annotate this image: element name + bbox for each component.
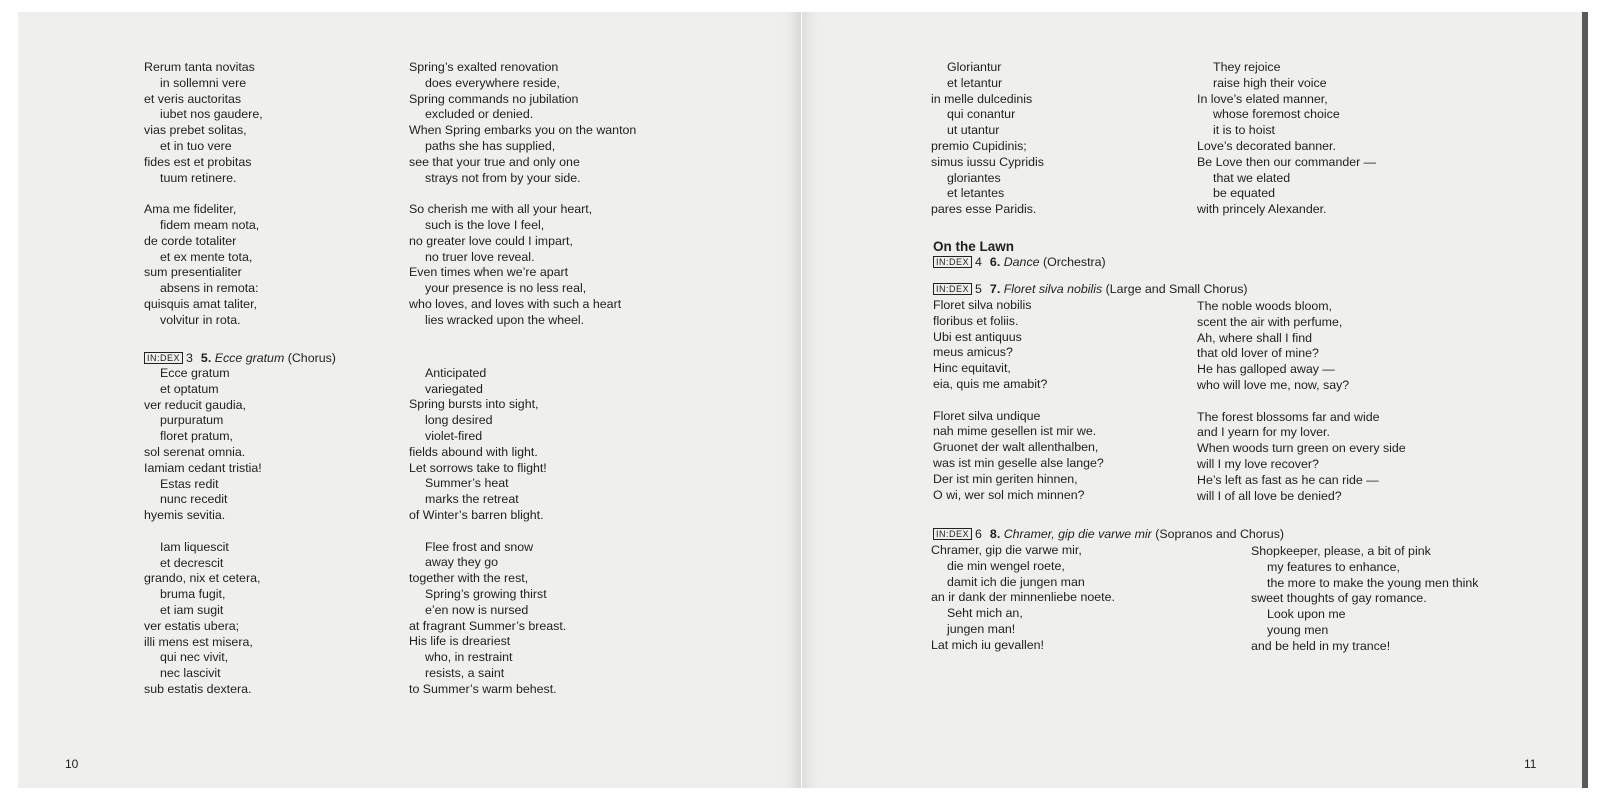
english-stanza-shopkeeper <box>1251 544 1478 655</box>
lyric-line: Let sorrows take to flight! <box>409 460 547 475</box>
latin-stanza-ecce <box>144 366 262 698</box>
lyric-line: His life is dreariest <box>409 634 511 649</box>
lyric-line: So cherish me with all your heart, <box>409 202 593 217</box>
index-marker-icon: IN:DEX <box>144 352 183 364</box>
movement-performers: (Chorus) <box>287 351 336 365</box>
lyric-line: bruma fugit, <box>160 587 226 602</box>
lyric-line: nah mime gesellen ist mir we. <box>933 424 1097 439</box>
lyric-line: et optatum <box>160 381 219 396</box>
lyric-line: away they go <box>425 555 499 570</box>
index-marker-icon: IN:DEX <box>933 283 972 295</box>
lyric-line: that old lover of mine? <box>1197 346 1319 361</box>
section-heading: On the Lawn <box>933 239 1014 254</box>
stanza-break <box>409 350 566 366</box>
lyric-line: ver reducit gaudia, <box>144 397 246 412</box>
lyric-line: O wi, wer sol mich minnen? <box>933 487 1085 502</box>
lyric-line: and be held in my trance! <box>1251 638 1391 653</box>
lyric-line: violet-fired <box>425 428 483 443</box>
lyric-line: iubet nos gaudere, <box>160 107 263 122</box>
lyric-line: Seht mich an, <box>947 606 1023 621</box>
lyric-line: to Summer’s warm behest. <box>409 681 557 696</box>
lyric-line: floribus et foliis. <box>933 313 1019 328</box>
lyric-line: Ama me fideliter, <box>144 202 237 217</box>
lyric-line: Ubi est antiquus <box>933 329 1022 344</box>
track-number: 4 <box>975 255 982 269</box>
lyric-line: no greater love could I impart, <box>409 233 573 248</box>
lyric-line: qui conantur <box>947 107 1016 122</box>
lyric-line: Chramer, gip die varwe mir, <box>931 543 1082 557</box>
english-stanza-spring <box>409 60 636 329</box>
lyric-line: your presence is no less real, <box>425 281 587 296</box>
lyric-line: young men <box>1267 622 1329 637</box>
lyric-line: Look upon me <box>1267 607 1346 622</box>
track-4-header <box>933 255 1106 271</box>
lyric-line: Der ist min geriten hinnen, <box>933 471 1078 486</box>
track-5-header <box>933 282 1248 298</box>
english-stanza-rejoice <box>1197 60 1376 218</box>
lyric-line: illi mens est misera, <box>144 634 253 649</box>
lyric-line: Floret silva nobilis <box>933 298 1032 312</box>
lyric-line: who will love me, now, say? <box>1197 377 1350 392</box>
lyric-line: He’s left as fast as he can ride — <box>1197 472 1379 487</box>
lyric-line: will I my love recover? <box>1197 456 1319 471</box>
movement-number: 7. <box>989 282 1001 296</box>
lyric-line: long desired <box>425 413 493 428</box>
lyric-line: When woods turn green on every side <box>1197 441 1406 456</box>
lyric-line: sub estatis dextera. <box>144 681 252 696</box>
lyric-line: meus amicus? <box>933 345 1013 360</box>
lyric-line: at fragrant Summer’s breast. <box>409 618 567 633</box>
lyric-line: that we elated <box>1213 170 1291 185</box>
lyric-line: floret pratum, <box>160 429 233 444</box>
lyric-line: et letantes <box>947 186 1005 201</box>
lyric-line: such is the love I feel, <box>425 217 545 232</box>
lyric-line: marks the retreat <box>425 492 519 507</box>
lyric-line: lies wracked upon the wheel. <box>425 312 585 327</box>
lyric-line: was ist min geselle alse lange? <box>933 455 1104 470</box>
lyric-line: pares esse Paridis. <box>931 202 1037 217</box>
lyric-line: Be Love then our commander — <box>1197 154 1377 169</box>
page-number-left: 10 <box>65 757 79 771</box>
lyric-line: In love’s elated manner, <box>1197 91 1328 106</box>
lyric-line: Estas redit <box>160 476 219 491</box>
lyric-line: gloriantes <box>947 170 1001 185</box>
stanza-break <box>1197 394 1406 410</box>
lyric-line: de corde totaliter <box>144 233 237 248</box>
lyric-line: tuum retinere. <box>160 170 237 185</box>
mhg-stanza-chramer <box>931 543 1115 654</box>
lyric-line: excluded or denied. <box>425 107 534 122</box>
movement-title: Ecce gratum <box>214 351 285 365</box>
movement-performers: (Orchestra) <box>1043 255 1106 269</box>
lyric-line: who loves, and loves with such a heart <box>409 296 622 311</box>
lyric-line: et in tuo vere <box>160 138 232 153</box>
lyric-line: The forest blossoms far and wide <box>1197 409 1380 424</box>
lyric-line: When Spring embarks you on the wanton <box>409 123 637 138</box>
lyric-line: Flee frost and snow <box>425 539 534 554</box>
movement-performers: (Sopranos and Chorus) <box>1155 527 1285 541</box>
lyric-line: et iam sugit <box>160 602 224 617</box>
lyric-line: the more to make the young men think <box>1267 575 1479 590</box>
lyric-line: et veris auctoritas <box>144 91 242 106</box>
lyric-line: premio Cupidinis; <box>931 138 1027 153</box>
movement-title: Floret silva nobilis <box>1003 282 1103 296</box>
lyric-line: Gloriantur <box>947 60 1002 74</box>
lyric-line: et decrescit <box>160 555 224 570</box>
booklet-edge <box>1582 12 1588 788</box>
lyric-line: paths she has supplied, <box>425 138 556 153</box>
lyric-line: ver estatis ubera; <box>144 618 240 633</box>
lyric-line: who, in restraint <box>425 650 513 665</box>
lyric-line: Even times when we’re apart <box>409 265 569 280</box>
lyric-line: Spring commands no jubilation <box>409 91 579 106</box>
lyric-line: raise high their voice <box>1213 75 1327 90</box>
lyric-line: will I of all love be denied? <box>1197 488 1342 503</box>
lyric-line: Love’s decorated banner. <box>1197 138 1336 153</box>
mhg-stanza-floret <box>933 298 1104 503</box>
lyric-line: grando, nix et cetera, <box>144 571 261 586</box>
lyric-line: strays not from by your side. <box>425 170 581 185</box>
lyric-line: die min wengel roete, <box>947 558 1065 573</box>
lyric-line: does everywhere reside, <box>425 75 560 90</box>
lyric-line: Spring bursts into sight, <box>409 397 539 412</box>
lyric-line: fidem meam nota, <box>160 217 260 232</box>
lyric-line: scent the air with perfume, <box>1197 314 1343 329</box>
stanza-break <box>409 524 566 540</box>
lyric-line: of Winter’s barren blight. <box>409 507 544 522</box>
lyric-line: Lat mich iu gevallen! <box>931 637 1044 652</box>
lyric-line: no truer love reveal. <box>425 249 535 264</box>
lyric-line: vias prebet solitas, <box>144 123 247 138</box>
lyric-line: absens in remota: <box>160 281 259 296</box>
lyric-line: fides est et probitas <box>144 154 252 169</box>
lyric-line: Floret silva undique <box>933 408 1041 423</box>
lyric-line: sum presentialiter <box>144 265 242 280</box>
track-6-header <box>933 527 1284 543</box>
lyric-line: et ex mente tota, <box>160 249 253 264</box>
lyric-line: fields abound with light. <box>409 444 538 459</box>
lyric-line: sweet thoughts of gay romance. <box>1251 591 1427 606</box>
lyric-line: an ir dank der minnenliebe noete. <box>931 590 1115 605</box>
lyric-line: simus iussu Cypridis <box>931 154 1044 169</box>
lyric-line: whose foremost choice <box>1213 107 1340 122</box>
track-3-header <box>144 351 336 367</box>
lyric-line: Anticipated <box>425 365 487 380</box>
lyric-line: e’en now is nursed <box>425 602 529 617</box>
lyric-line: purpuratum <box>160 413 224 428</box>
english-stanza-noble-woods <box>1197 299 1406 504</box>
movement-performers: (Large and Small Chorus) <box>1105 282 1248 296</box>
track-number: 6 <box>975 527 982 541</box>
lyric-line: sol serenat omnia. <box>144 444 246 459</box>
lyric-line: Ecce gratum <box>160 366 230 380</box>
lyric-line: eia, quis me amabit? <box>933 376 1048 391</box>
right-page <box>802 12 1582 788</box>
lyric-line: et letantur <box>947 75 1003 90</box>
lyric-line: nec lascivit <box>160 666 221 681</box>
stanza-break <box>409 186 636 202</box>
lyric-line: it is to hoist <box>1213 123 1275 138</box>
lyric-line: Iam liquescit <box>160 539 229 554</box>
lyric-line: Rerum tanta novitas <box>144 60 255 74</box>
lyric-line: be equated <box>1213 186 1276 201</box>
lyric-line: qui nec vivit, <box>160 650 229 665</box>
movement-number: 8. <box>989 527 1001 541</box>
movement-number: 6. <box>989 255 1001 269</box>
lyric-line: in melle dulcedinis <box>931 91 1033 106</box>
lyric-line: and I yearn for my lover. <box>1197 425 1330 440</box>
lyric-line: with princely Alexander. <box>1197 202 1327 217</box>
lyric-line: Summer’s heat <box>425 476 509 491</box>
lyric-line: nunc recedit <box>160 492 228 507</box>
lyric-line: Spring’s exalted renovation <box>409 60 559 74</box>
lyric-line: volvitur in rota. <box>160 312 241 327</box>
english-stanza-anticipated <box>409 350 566 698</box>
lyric-line: my features to enhance, <box>1267 559 1400 574</box>
track-number: 3 <box>186 351 193 365</box>
lyric-line: Spring’s growing thirst <box>425 586 547 601</box>
stanza-break <box>933 393 1104 409</box>
index-marker-icon: IN:DEX <box>933 528 972 540</box>
stanza-break <box>144 186 263 202</box>
movement-title: Chramer, gip die varwe mir <box>1003 527 1152 541</box>
movement-number: 5. <box>200 351 212 365</box>
track-number: 5 <box>975 282 982 296</box>
page-number-right: 11 <box>1524 757 1537 771</box>
lyric-line: together with the rest, <box>409 571 529 586</box>
lyric-line: ut utantur <box>947 123 1000 138</box>
lyric-line: Gruonet der walt allenthalben, <box>933 440 1099 455</box>
lyric-line: hyemis sevitia. <box>144 508 226 523</box>
lyric-line: Iamiam cedant tristia! <box>144 460 262 475</box>
lyric-line: He has galloped away — <box>1197 362 1335 377</box>
lyric-line: Hinc equitavit, <box>933 361 1011 376</box>
lyric-line: Ah, where shall I find <box>1197 330 1313 345</box>
lyric-line: resists, a saint <box>425 665 505 680</box>
lyric-line: They rejoice <box>1213 60 1281 74</box>
lyric-line: The noble woods bloom, <box>1197 299 1333 313</box>
lyric-line: damit ich die jungen man <box>947 574 1085 589</box>
lyric-line: Shopkeeper, please, a bit of pink <box>1251 544 1431 558</box>
lyric-line: see that your true and only one <box>409 154 580 169</box>
movement-title: Dance <box>1003 255 1040 269</box>
latin-stanza-gloriantur <box>931 60 1044 218</box>
lyric-line: jungen man! <box>947 621 1016 636</box>
lyric-line: quisquis amat taliter, <box>144 296 257 311</box>
lyric-line: variegated <box>425 381 483 396</box>
stanza-break <box>144 524 262 540</box>
lyric-line: in sollemni vere <box>160 75 247 90</box>
latin-stanza-rerum <box>144 60 263 329</box>
index-marker-icon: IN:DEX <box>933 256 972 268</box>
